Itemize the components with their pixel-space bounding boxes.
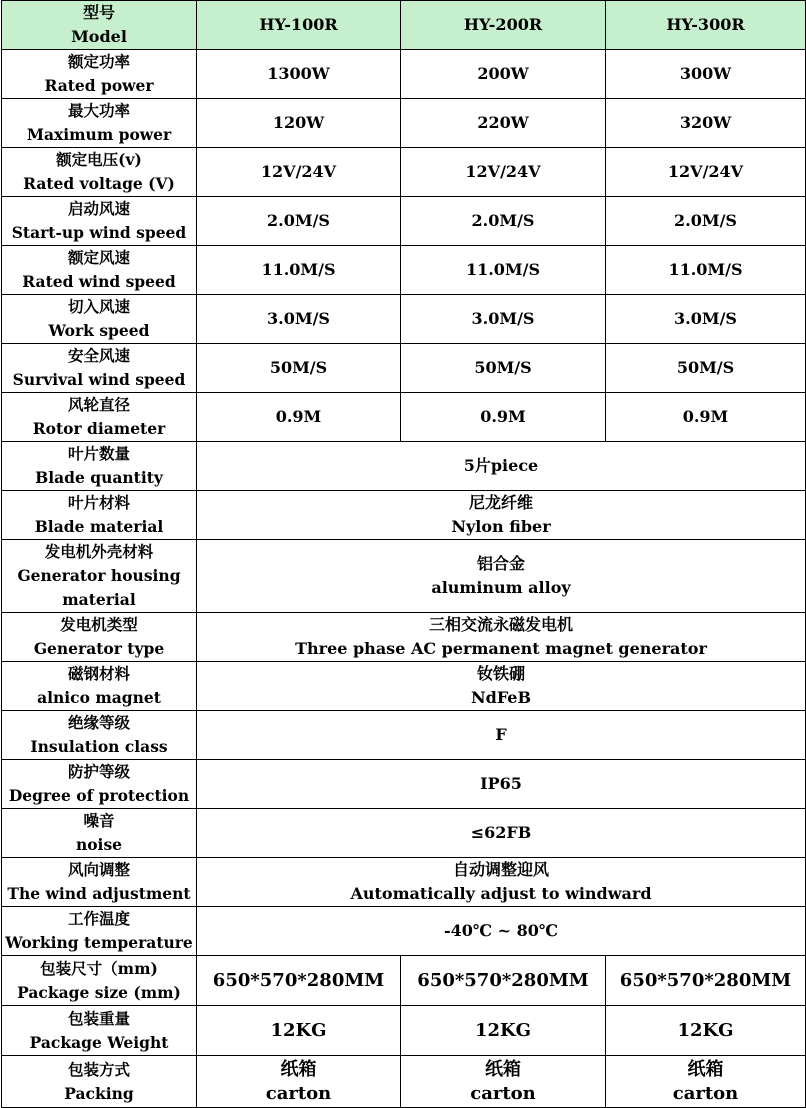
spec-row-alnico-magnet [2, 662, 806, 711]
row-label-cn: 工作温度 [67, 909, 130, 928]
value-cell: 11.0M/S [197, 246, 401, 295]
value-cell: 300W [606, 50, 806, 99]
row-label-cn: 发电机外壳材料 [44, 542, 154, 561]
value-cell: 50M/S [606, 344, 806, 393]
value-cell [401, 1056, 606, 1108]
spec-row-degree-of-protection [2, 760, 806, 809]
row-label-en: Packing [64, 1083, 134, 1103]
row-label-en: Survival wind speed [12, 370, 186, 389]
value-cell: 11.0M/S [606, 246, 806, 295]
row-label-en: Rated power [44, 76, 154, 95]
value-line: NdFeB [471, 688, 531, 707]
row-label-en: Rated wind speed [22, 272, 176, 291]
spec-row-blade-material [2, 491, 806, 540]
value-cell: 3.0M/S [606, 295, 806, 344]
value-cell: 3.0M/S [197, 295, 401, 344]
row-label-cn: 切入风速 [67, 297, 130, 316]
spec-table [1, 0, 806, 1108]
row-label-cn: 绝缘等级 [67, 713, 130, 732]
value-cell: 12V/24V [401, 148, 606, 197]
spec-row-rated-voltage [2, 148, 806, 197]
value-cell: 50M/S [197, 344, 401, 393]
spec-row-wind-adjustment [2, 858, 806, 907]
header-row [2, 1, 806, 50]
row-label-en: Package size (mm) [17, 982, 181, 1002]
row-label [2, 197, 197, 246]
value-line: ≤62FB [470, 823, 532, 842]
value-cell: 120W [197, 99, 401, 148]
value-line: carton [470, 1082, 536, 1104]
spec-row-generator-type [2, 613, 806, 662]
value-cell: 650*570*280MM [401, 956, 606, 1006]
model-label-cn: 型号 [82, 3, 115, 22]
merged-value-cell [197, 858, 806, 907]
row-label-en: Working temperature [5, 933, 193, 952]
value-line: Automatically adjust to windward [350, 884, 652, 903]
spec-row-maximum-power [2, 99, 806, 148]
model-name-3: HY-300R [606, 1, 806, 50]
value-line: aluminum alloy [431, 578, 571, 597]
value-cell: 0.9M [606, 393, 806, 442]
value-cell [606, 1056, 806, 1108]
row-label [2, 809, 197, 858]
row-label [2, 662, 197, 711]
row-label-cn: 风向调整 [67, 860, 130, 879]
spec-row-blade-quantity [2, 442, 806, 491]
value-cell: 12KG [401, 1006, 606, 1056]
value-line: 钕铁硼 [476, 664, 525, 683]
value-cell: 12KG [197, 1006, 401, 1056]
row-label-en: The wind adjustment [7, 884, 191, 903]
spec-row-insulation-class [2, 711, 806, 760]
row-label-cn: 风轮直径 [67, 395, 130, 414]
row-label-cn: 磁钢材料 [67, 664, 130, 683]
model-header-cell [2, 1, 197, 50]
value-cell: 12KG [606, 1006, 806, 1056]
merged-value-cell [197, 711, 806, 760]
model-name-1: HY-100R [197, 1, 401, 50]
row-label-cn: 安全风速 [67, 346, 130, 365]
row-label [2, 956, 197, 1006]
row-label-cn: 包装尺寸（mm) [40, 958, 158, 978]
row-label [2, 760, 197, 809]
merged-value-cell [197, 540, 806, 613]
value-line: 纸箱 [687, 1058, 724, 1080]
value-line: Three phase AC permanent magnet generator [295, 639, 707, 658]
row-label [2, 50, 197, 99]
value-cell: 12V/24V [606, 148, 806, 197]
merged-value-cell [197, 907, 806, 956]
row-label-cn: 额定电压(v) [56, 150, 142, 169]
merged-value-cell [197, 809, 806, 858]
value-cell: 50M/S [401, 344, 606, 393]
value-line: carton [672, 1082, 739, 1104]
row-label-en: Maximum power [26, 125, 172, 144]
value-line: 三相交流永磁发电机 [428, 615, 573, 634]
value-cell: 2.0M/S [606, 197, 806, 246]
row-label-cn: 最大功率 [67, 101, 130, 120]
value-line: 纸箱 [280, 1058, 317, 1080]
row-label-cn: 包装方式 [67, 1059, 130, 1079]
row-label-en: Rotor diameter [32, 419, 166, 438]
merged-value-cell [197, 760, 806, 809]
merged-value-cell [197, 442, 806, 491]
row-label-en: alnico magnet [37, 688, 161, 707]
value-cell: 200W [401, 50, 606, 99]
value-cell: 11.0M/S [401, 246, 606, 295]
row-label [2, 1056, 197, 1108]
value-line: 自动调整迎风 [452, 860, 549, 879]
row-label [2, 613, 197, 662]
value-line: 纸箱 [485, 1058, 521, 1080]
model-label-en: Model [71, 27, 127, 46]
row-label-en: noise [75, 835, 123, 854]
value-line: 5片piece [463, 456, 539, 475]
value-cell: 0.9M [197, 393, 401, 442]
model-name-2: HY-200R [401, 1, 606, 50]
row-label [2, 99, 197, 148]
spec-row-package-size [2, 956, 806, 1006]
row-label-en: Blade material [34, 517, 164, 536]
row-label-cn: 发电机类型 [60, 615, 138, 634]
row-label-cn: 包装重量 [67, 1008, 130, 1028]
row-label-en: Rated voltage (V) [23, 174, 175, 193]
value-cell: 12V/24V [197, 148, 401, 197]
value-cell: 650*570*280MM [606, 956, 806, 1006]
spec-row-survival-wind-speed [2, 344, 806, 393]
spec-row-noise [2, 809, 806, 858]
row-label-en: material [62, 590, 136, 609]
spec-row-working-temperature [2, 907, 806, 956]
value-cell: 3.0M/S [401, 295, 606, 344]
row-label [2, 1006, 197, 1056]
value-cell: 2.0M/S [197, 197, 401, 246]
row-label [2, 491, 197, 540]
row-label [2, 540, 197, 613]
row-label [2, 246, 197, 295]
value-line: carton [265, 1082, 332, 1104]
value-line: IP65 [480, 774, 522, 793]
value-line: 尼龙纤维 [468, 493, 533, 512]
spec-row-packing [2, 1056, 806, 1108]
row-label [2, 442, 197, 491]
spec-row-rated-power [2, 50, 806, 99]
value-cell: 650*570*280MM [197, 956, 401, 1006]
row-label-cn: 启动风速 [67, 199, 130, 218]
row-label [2, 148, 197, 197]
row-label-en: Degree of protection [8, 786, 190, 805]
value-line: -40℃ ~ 80℃ [443, 921, 559, 940]
row-label [2, 344, 197, 393]
spec-row-work-speed [2, 295, 806, 344]
spec-row-start-up-wind-speed [2, 197, 806, 246]
value-line: F [495, 725, 507, 744]
row-label-cn: 叶片材料 [67, 493, 130, 512]
spec-row-rated-wind-speed [2, 246, 806, 295]
row-label-cn: 额定风速 [67, 248, 130, 267]
row-label [2, 907, 197, 956]
row-label-cn: 噪音 [83, 811, 115, 830]
spec-row-package-weight [2, 1006, 806, 1056]
merged-value-cell [197, 662, 806, 711]
row-label [2, 393, 197, 442]
merged-value-cell [197, 613, 806, 662]
row-label-cn: 叶片数量 [67, 444, 130, 463]
value-line: Nylon fiber [451, 517, 551, 536]
row-label-en: Generator housing [17, 566, 181, 585]
value-cell: 2.0M/S [401, 197, 606, 246]
row-label-en: Blade quantity [35, 468, 163, 487]
row-label [2, 295, 197, 344]
row-label-cn: 额定功率 [67, 52, 130, 71]
value-cell: 320W [606, 99, 806, 148]
row-label-en: Package Weight [29, 1032, 169, 1052]
value-line: 铝合金 [476, 554, 525, 573]
row-label-en: Work speed [48, 321, 150, 340]
row-label-en: Start-up wind speed [11, 223, 187, 242]
row-label-en: Generator type [33, 639, 165, 658]
row-label-en: Insulation class [30, 737, 168, 756]
value-cell: 1300W [197, 50, 401, 99]
spec-row-rotor-diameter [2, 393, 806, 442]
spec-row-generator-housing-material [2, 540, 806, 613]
row-label-cn: 防护等级 [67, 762, 130, 781]
row-label [2, 711, 197, 760]
value-cell [197, 1056, 401, 1108]
row-label [2, 858, 197, 907]
merged-value-cell [197, 491, 806, 540]
value-cell: 0.9M [401, 393, 606, 442]
value-cell: 220W [401, 99, 606, 148]
